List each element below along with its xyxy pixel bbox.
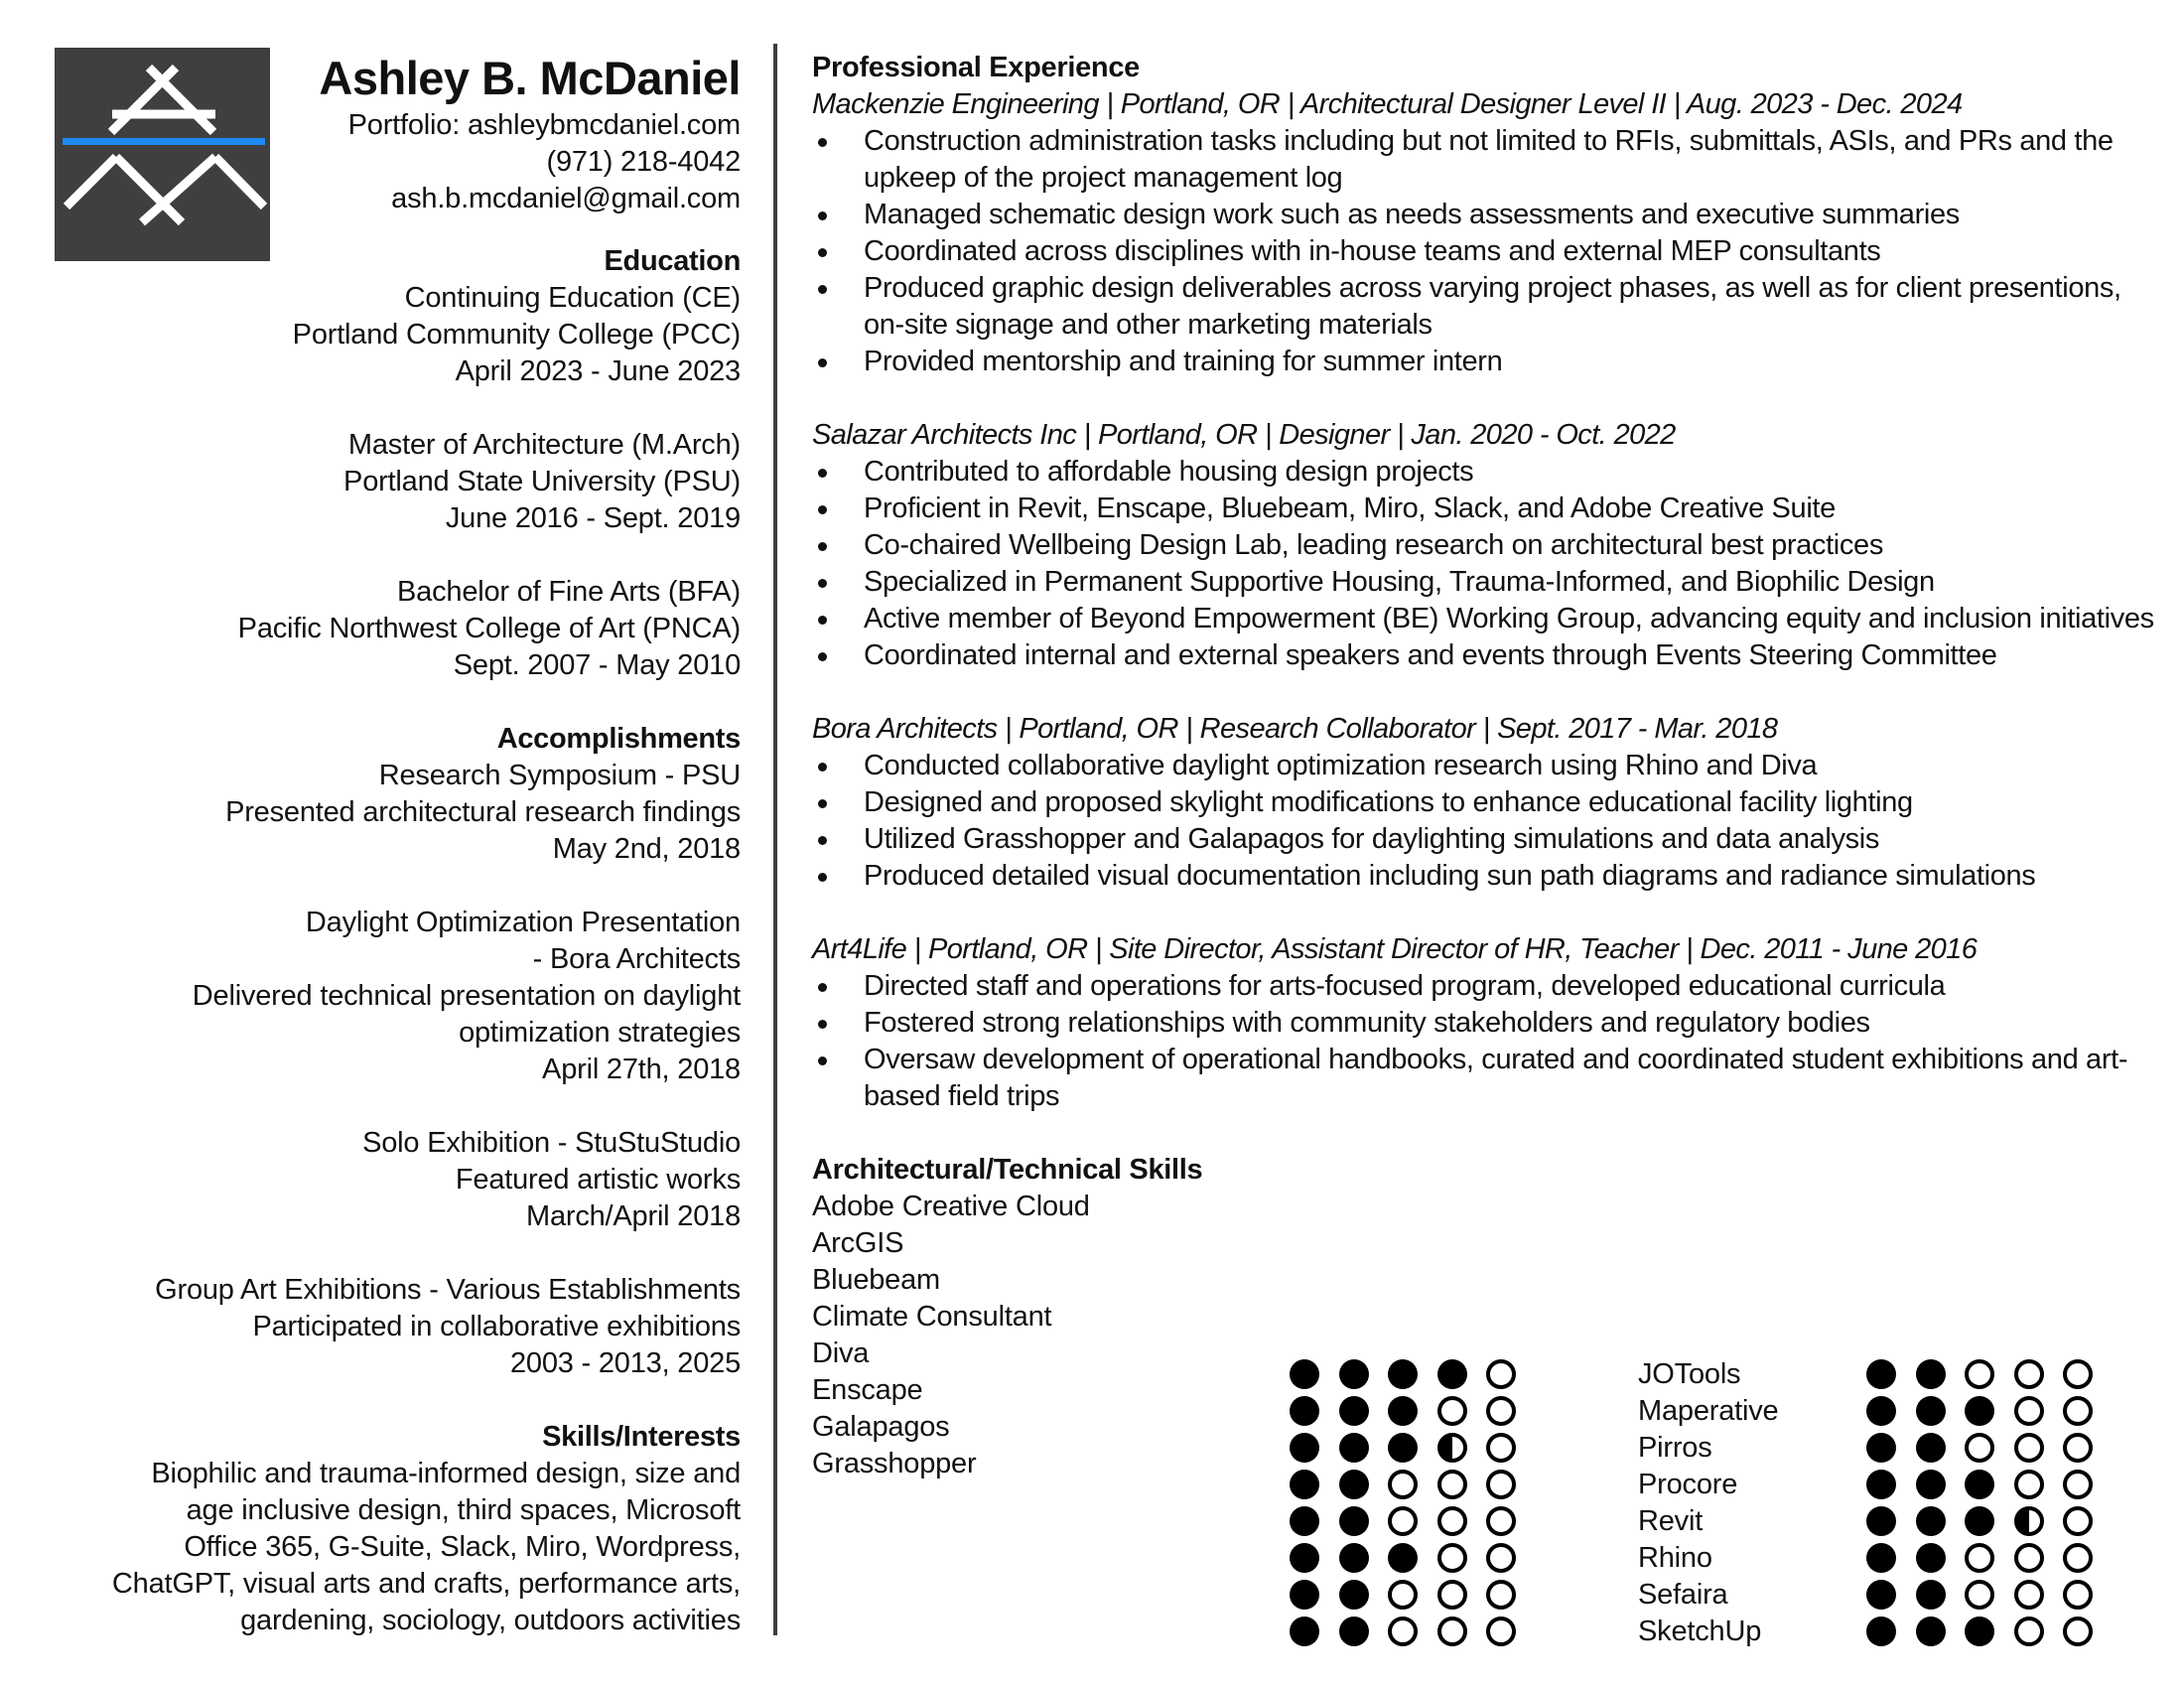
accomplishment-entry <box>40 905 741 1088</box>
filled-dot-icon <box>1916 1617 1946 1646</box>
bullet-text: Active member of Beyond Empowerment (BE) Working Group, advancing equity and inclusion initiatives <box>864 603 2154 634</box>
education-line: June 2016 - Sept. 2019 <box>445 502 741 534</box>
education-line: April 2023 - June 2023 <box>455 355 741 387</box>
empty-dot-icon <box>1388 1506 1418 1536</box>
bullet-text: Co-chaired Wellbeing Design Lab, leading research on architectural best practices <box>864 529 1883 561</box>
accomplishment-line: Participated in collaborative exhibitions <box>252 1311 741 1342</box>
empty-dot-icon <box>1437 1617 1467 1646</box>
filled-dot-icon <box>1965 1506 1994 1536</box>
bullet-text: Managed schematic design work such as needs assessments and executive summaries <box>864 199 1960 230</box>
education-line: Master of Architecture (M.Arch) <box>347 429 741 461</box>
skills-interests-text <box>40 1456 741 1639</box>
empty-dot-icon <box>2063 1396 2093 1426</box>
empty-dot-icon <box>2014 1396 2044 1426</box>
skills-interests-line: Office 365, G-Suite, Slack, Miro, Wordpress, <box>184 1531 741 1563</box>
filled-dot-icon <box>1290 1470 1319 1499</box>
accomplishment-entry <box>40 758 741 868</box>
skill-label: Bluebeam <box>812 1264 940 1296</box>
bullet-text: Conducted collaborative daylight optimization research using Rhino and Diva <box>864 750 1818 781</box>
filled-dot-icon <box>1866 1433 1896 1463</box>
job-bullet <box>812 748 2162 784</box>
bullet-icon <box>818 616 827 625</box>
empty-dot-icon <box>1486 1470 1516 1499</box>
skills-interests-line: ChatGPT, visual arts and crafts, performance arts, <box>111 1568 741 1600</box>
filled-dot-icon <box>1866 1359 1896 1389</box>
empty-dot-icon <box>2014 1359 2044 1389</box>
empty-dot-icon <box>1486 1506 1516 1536</box>
empty-dot-icon <box>1486 1433 1516 1463</box>
accomplishment-line: May 2nd, 2018 <box>552 833 741 865</box>
bullet-icon <box>818 542 827 551</box>
job-bullet <box>812 637 2162 674</box>
empty-dot-icon <box>1486 1396 1516 1426</box>
job-entry <box>812 931 2162 1115</box>
technical-skills-left-list <box>812 1189 2162 1482</box>
bullet-text: Directed staff and operations for arts-focused program, developed educational curricula <box>864 970 1946 1002</box>
accomplishments-heading: Accomplishments <box>496 723 741 755</box>
empty-dot-icon <box>1437 1396 1467 1426</box>
empty-dot-icon <box>2014 1617 2044 1646</box>
skill-label: SketchUp <box>1638 1616 1762 1647</box>
bullet-icon <box>818 799 827 808</box>
bullet-icon <box>818 652 827 661</box>
empty-dot-icon <box>2063 1433 2093 1463</box>
filled-dot-icon <box>1916 1470 1946 1499</box>
empty-dot-icon <box>2014 1580 2044 1610</box>
accomplishment-line: March/April 2018 <box>525 1200 741 1232</box>
job-bullet <box>812 233 2162 270</box>
bullet-text: Specialized in Permanent Supportive Housing, Trauma-Informed, and Biophilic Design <box>864 566 1935 598</box>
empty-dot-icon <box>1388 1580 1418 1610</box>
filled-dot-icon <box>1965 1396 1994 1426</box>
education-line: Portland Community College (PCC) <box>292 319 741 351</box>
filled-dot-icon <box>1866 1470 1896 1499</box>
education-entry <box>40 427 741 537</box>
bullet-icon <box>818 873 827 882</box>
empty-dot-icon <box>1388 1470 1418 1499</box>
column-divider <box>773 44 777 1635</box>
bullet-text: Oversaw development of operational handbooks, curated and coordinated student exhibitions and art-based field trips <box>864 1044 2128 1112</box>
candidate-name: Ashley B. McDaniel <box>319 52 741 104</box>
skill-label: Adobe Creative Cloud <box>812 1191 1090 1222</box>
filled-dot-icon <box>1965 1617 1994 1646</box>
contact-info <box>40 107 741 217</box>
skill-label: Galapagos <box>812 1411 950 1443</box>
accomplishment-line: April 27th, 2018 <box>542 1054 741 1085</box>
bullet-text: Coordinated internal and external speakers and events through Events Steering Committee <box>864 639 1997 671</box>
education-entry <box>40 280 741 390</box>
filled-dot-icon <box>1866 1580 1896 1610</box>
accomplishment-line: optimization strategies <box>459 1017 741 1049</box>
education-line: Pacific Northwest College of Art (PNCA) <box>237 613 741 644</box>
bullet-icon <box>818 579 827 588</box>
job-bullet <box>812 270 2162 344</box>
left-column <box>40 50 741 1639</box>
skill-label: Pirros <box>1638 1432 1712 1464</box>
technical-skills-heading: Architectural/Technical Skills <box>812 1154 1203 1186</box>
skill-label: Sefaira <box>1638 1579 1728 1611</box>
bullet-text: Utilized Grasshopper and Galapagos for daylighting simulations and data analysis <box>864 823 1880 855</box>
filled-dot-icon <box>1916 1433 1946 1463</box>
bullet-text: Provided mentorship and training for summer intern <box>864 346 1503 377</box>
accomplishment-line: - Bora Architects <box>532 943 741 975</box>
empty-dot-icon <box>2014 1543 2044 1573</box>
filled-dot-icon <box>1290 1359 1319 1389</box>
job-bullets <box>812 454 2162 674</box>
experience-heading: Professional Experience <box>812 52 1140 83</box>
filled-dot-icon <box>1339 1470 1369 1499</box>
empty-dot-icon <box>2063 1543 2093 1573</box>
filled-dot-icon <box>1866 1617 1896 1646</box>
empty-dot-icon <box>2063 1580 2093 1610</box>
job-heading: Salazar Architects Inc | Portland, OR | Designer | Jan. 2020 - Oct. 2022 <box>812 419 1676 451</box>
skill-label: Enscape <box>812 1374 923 1406</box>
accomplishment-line: Delivered technical presentation on daylight <box>192 980 741 1012</box>
accomplishment-line: Presented architectural research findings <box>225 796 741 828</box>
filled-dot-icon <box>1290 1543 1319 1573</box>
bullet-text: Construction administration tasks including but not limited to RFIs, submittals, ASIs, and PRs and the upkeep of the project management log <box>864 125 2114 194</box>
job-bullet <box>812 601 2162 637</box>
bullet-icon <box>818 505 827 514</box>
filled-dot-icon <box>1388 1359 1418 1389</box>
empty-dot-icon <box>2014 1470 2044 1499</box>
job-bullet <box>812 858 2162 895</box>
filled-dot-icon <box>1290 1580 1319 1610</box>
bullet-icon <box>818 1056 827 1065</box>
bullet-icon <box>818 836 827 845</box>
bullet-icon <box>818 763 827 772</box>
filled-dot-icon <box>1866 1506 1896 1536</box>
filled-dot-icon <box>1437 1359 1467 1389</box>
email-address[interactable]: ash.b.mcdaniel@gmail.com <box>391 183 741 214</box>
job-bullet <box>812 821 2162 858</box>
empty-dot-icon <box>1437 1470 1467 1499</box>
bullet-icon <box>818 1020 827 1029</box>
half-dot-icon <box>2014 1506 2044 1536</box>
skills-interests-line: age inclusive design, third spaces, Microsoft <box>186 1494 741 1526</box>
filled-dot-icon <box>1339 1396 1369 1426</box>
bullet-text: Produced graphic design deliverables across varying project phases, as well as for client presentions, on-site signage and other marketing materials <box>864 272 2121 341</box>
filled-dot-icon <box>1388 1433 1418 1463</box>
bullet-icon <box>818 469 827 478</box>
job-entry <box>812 417 2162 674</box>
education-line: Bachelor of Fine Arts (BFA) <box>397 576 741 608</box>
filled-dot-icon <box>1290 1617 1319 1646</box>
filled-dot-icon <box>1965 1470 1994 1499</box>
empty-dot-icon <box>1486 1359 1516 1389</box>
job-bullets <box>812 748 2162 895</box>
accomplishment-line: Research Symposium - PSU <box>378 760 741 791</box>
job-bullet <box>812 454 2162 491</box>
empty-dot-icon <box>1437 1580 1467 1610</box>
education-line: Portland State University (PSU) <box>343 466 741 497</box>
filled-dot-icon <box>1916 1506 1946 1536</box>
bullet-text: Coordinated across disciplines with in-house teams and external MEP consultants <box>864 235 1881 267</box>
phone-number[interactable]: (971) 218-4042 <box>546 146 741 178</box>
skill-label: Rhino <box>1638 1542 1712 1574</box>
education-heading: Education <box>604 245 741 277</box>
job-bullet <box>812 491 2162 527</box>
filled-dot-icon <box>1339 1433 1369 1463</box>
accomplishment-line: 2003 - 2013, 2025 <box>509 1347 741 1379</box>
filled-dot-icon <box>1290 1433 1319 1463</box>
bullet-text: Contributed to affordable housing design projects <box>864 456 1474 488</box>
skills-interests-line: gardening, sociology, outdoors activities <box>240 1605 741 1636</box>
empty-dot-icon <box>1486 1543 1516 1573</box>
job-bullet <box>812 564 2162 601</box>
education-line: Sept. 2007 - May 2010 <box>453 649 741 681</box>
job-bullet <box>812 784 2162 821</box>
accomplishment-line: Daylight Optimization Presentation <box>305 907 741 938</box>
filled-dot-icon <box>1916 1396 1946 1426</box>
accomplishment-entry <box>40 1125 741 1235</box>
filled-dot-icon <box>1916 1580 1946 1610</box>
bullet-text: Fostered strong relationships with community stakeholders and regulatory bodies <box>864 1007 1870 1039</box>
empty-dot-icon <box>1486 1580 1516 1610</box>
empty-dot-icon <box>1965 1433 1994 1463</box>
empty-dot-icon <box>2063 1617 2093 1646</box>
job-bullet <box>812 123 2162 197</box>
empty-dot-icon <box>1965 1543 1994 1573</box>
filled-dot-icon <box>1866 1396 1896 1426</box>
skill-label: Maperative <box>1638 1395 1779 1427</box>
filled-dot-icon <box>1866 1543 1896 1573</box>
accomplishment-entry <box>40 1272 741 1382</box>
job-bullet <box>812 968 2162 1005</box>
skill-label: Climate Consultant <box>812 1301 1052 1333</box>
filled-dot-icon <box>1339 1617 1369 1646</box>
job-bullet <box>812 344 2162 380</box>
job-entry <box>812 711 2162 895</box>
bullet-icon <box>818 138 827 147</box>
filled-dot-icon <box>1290 1506 1319 1536</box>
filled-dot-icon <box>1339 1543 1369 1573</box>
skills-interests-heading: Skills/Interests <box>542 1421 741 1453</box>
empty-dot-icon <box>2063 1359 2093 1389</box>
job-bullet <box>812 197 2162 233</box>
job-heading: Art4Life | Portland, OR | Site Director, Assistant Director of HR, Teacher | Dec. 2011 - June 2016 <box>812 933 1978 965</box>
accomplishment-line: Featured artistic works <box>455 1164 741 1196</box>
empty-dot-icon <box>1388 1617 1418 1646</box>
job-heading: Bora Architects | Portland, OR | Research Collaborator | Sept. 2017 - Mar. 2018 <box>812 713 1778 745</box>
filled-dot-icon <box>1339 1506 1369 1536</box>
technical-skills-right-list <box>1638 1356 1778 1650</box>
job-bullet <box>812 1005 2162 1042</box>
bullet-text: Designed and proposed skylight modifications to enhance educational facility lighting <box>864 786 1913 818</box>
job-bullets <box>812 123 2162 380</box>
education-entry <box>40 574 741 684</box>
portfolio-link[interactable]: Portfolio: ashleybmcdaniel.com <box>347 109 741 141</box>
bullet-icon <box>818 285 827 294</box>
empty-dot-icon <box>1486 1617 1516 1646</box>
bullet-icon <box>818 983 827 992</box>
skills-interests-line: Biophilic and trauma-informed design, size and <box>151 1458 741 1489</box>
empty-dot-icon <box>1965 1580 1994 1610</box>
filled-dot-icon <box>1916 1543 1946 1573</box>
empty-dot-icon <box>2063 1506 2093 1536</box>
filled-dot-icon <box>1339 1580 1369 1610</box>
bullet-text: Produced detailed visual documentation including sun path diagrams and radiance simulations <box>864 860 2036 892</box>
skill-label: Grasshopper <box>812 1448 977 1479</box>
empty-dot-icon <box>2063 1470 2093 1499</box>
job-bullet <box>812 527 2162 564</box>
accomplishment-line: Solo Exhibition - StuStuStudio <box>362 1127 741 1159</box>
bullet-icon <box>818 358 827 367</box>
filled-dot-icon <box>1290 1396 1319 1426</box>
skill-label: Procore <box>1638 1469 1738 1500</box>
education-line: Continuing Education (CE) <box>404 282 741 314</box>
empty-dot-icon <box>1437 1506 1467 1536</box>
job-bullets <box>812 968 2162 1115</box>
bullet-icon <box>818 248 827 257</box>
job-entry <box>812 86 2162 380</box>
job-heading: Mackenzie Engineering | Portland, OR | Architectural Designer Level II | Aug. 2023 - Dec. 2024 <box>812 88 1963 120</box>
empty-dot-icon <box>2014 1433 2044 1463</box>
skill-label: JOTools <box>1638 1358 1741 1390</box>
empty-dot-icon <box>1437 1543 1467 1573</box>
filled-dot-icon <box>1339 1359 1369 1389</box>
right-column <box>812 50 2162 1482</box>
filled-dot-icon <box>1388 1396 1418 1426</box>
bullet-text: Proficient in Revit, Enscape, Bluebeam, Miro, Slack, and Adobe Creative Suite <box>864 492 1836 524</box>
skill-label: Revit <box>1638 1505 1704 1537</box>
filled-dot-icon <box>1916 1359 1946 1389</box>
half-dot-icon <box>1437 1433 1467 1463</box>
empty-dot-icon <box>1965 1359 1994 1389</box>
skill-label: Diva <box>812 1337 870 1369</box>
bullet-icon <box>818 211 827 220</box>
job-bullet <box>812 1042 2162 1115</box>
accomplishment-line: Group Art Exhibitions - Various Establishments <box>155 1274 741 1306</box>
filled-dot-icon <box>1388 1543 1418 1573</box>
skill-label: ArcGIS <box>812 1227 904 1259</box>
